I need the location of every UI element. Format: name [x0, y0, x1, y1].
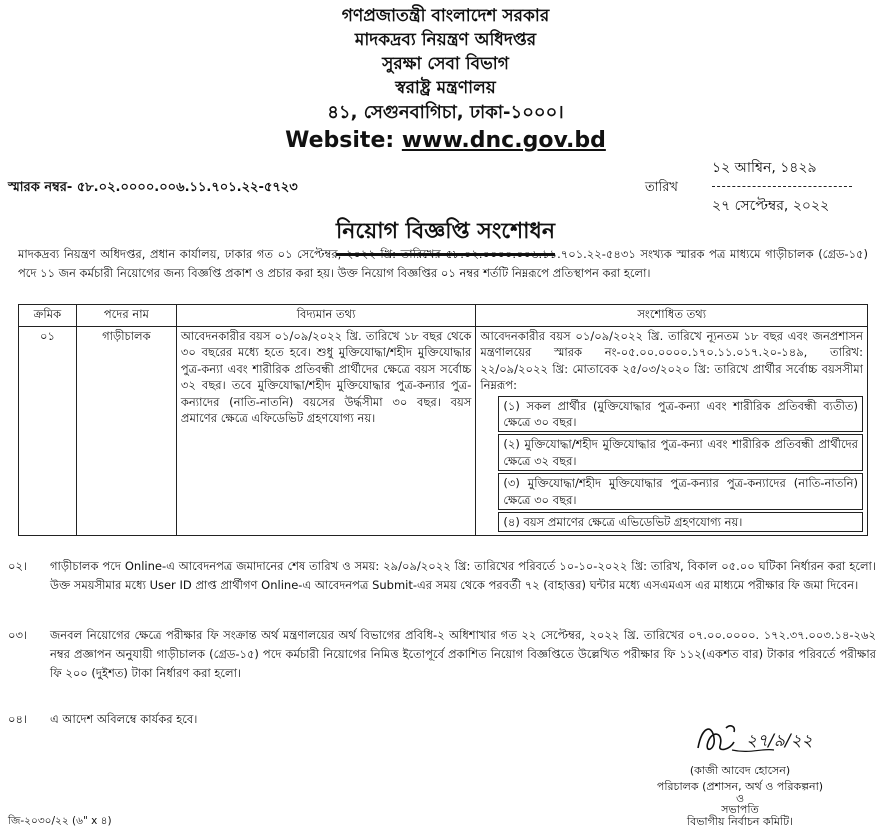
clause-number: ০২। [8, 559, 28, 573]
website-label: Website: [285, 128, 395, 153]
list-item: (১) সকল প্রার্থীর (মুক্তিযোদ্ধার পুত্র-কন্যা এবং শারীরিক প্রতিবন্ধী ব্যতীত) ক্ষেত্রে ৩০ বছর। [498, 396, 863, 433]
clause-text: জনবল নিয়োগের ক্ষেত্রে পরীক্ষার ফি সংক্রান্ত অর্থ মন্ত্রণালয়ের অর্থ বিভাগের প্রবিধি-২ অধিশাখার গত ২২ সেপ্টেম্বর, ২০২২ খ্রি. তারিখের ০৭.০০.০০০০. ১৭২.৩৭.০০৩.১৪-২৬২ নম্বর প্রজ্ঞাপন অনুযায়ী গাড়ীচালক (গ্রেড-১৫) পদে কর্মচারী নিয়োগের নিমিত্ত ইতোপূর্বে প্রকাশিত নিয়োগ বিজ্ঞপ্তিতে উল্লেখিত পরীক্ষার ফি ১১২(একশত বার) টাকার পরিবর্তে পরীক্ষার ফি ২০০ (দুইশত) টাকা নির্ধারণ করা হলো। [50, 628, 876, 680]
amendment-table [18, 304, 868, 536]
date-gregorian: ২৭ সেপ্টেম্বর, ২০২২ [712, 198, 830, 214]
clause-number: ০৪। [8, 712, 28, 726]
header-serial: ক্রমিক [19, 305, 77, 327]
clause-03 [8, 626, 888, 706]
cell-existing: আবেদনকারীর বয়স ০১/০৯/২০২২ খ্রি. তারিখে ১৮ বছর থেকে ৩০ বছরের মধ্যে হতে হবে। শুধু মুক্তিযোদ্ধা/শহীদ মুক্তিযোদ্ধার পুত্র-কন্যা এবং শারীরিক প্রতিবন্ধী প্রার্থীদের ক্ষেত্রে বয়স সর্বোচ্চ ৩২ বছর। তবে মুক্তিযোদ্ধা/শহীদ মুক্তিযোদ্ধার পুত্র-কন্যার পুত্র-কন্যাদের (নাতি-নাতনি) বয়সের উর্দ্ধসীমা ৩০ বছর। বয়স প্রমাণের ক্ষেত্রে এফিডেভিট গ্রহণযোগ্য নয়। [176, 327, 476, 536]
clause-number: ০৩। [8, 628, 28, 642]
website-link[interactable]: www.dnc.gov.bd [401, 128, 606, 153]
intro-paragraph: মাদকদ্রব্য নিয়ন্ত্রণ অধিদপ্তর, প্রধান কার্যালয়, ঢাকার গত ০১ সেপ্টেম্বর, ২০২২ খ্রি: তারিখের ৫৮.০২.০০০০.০০৬.১১.৭০১.২২-৫৪৩১ সংখ্যক স্মারক পত্র মাধ্যমে গাড়ীচালক (গ্রেড-১৫) পদে ১১ জন কর্মচারী নিয়োগের জন্য বিজ্ঞপ্তি প্রকাশ ও প্রচার করা হয়। উক্ত নিয়োগ বিজ্ঞপ্তির ০১ নম্বর শর্তটি নিম্নরূপে প্রতিস্থাপন করা হলো। [18, 247, 868, 280]
date-divider [712, 186, 852, 187]
cell-post: গাড়ীচালক [76, 327, 176, 536]
clause-text: এ আদেশ অবিলম্বে কার্যকর হবে। [50, 712, 198, 726]
signatory-name: (কাজী আবেদ হোসেন) [689, 764, 791, 777]
list-item: (৪) বয়স প্রমাণের ক্ষেত্রে এভিডেভিট গ্রহণযোগ্য নয়। [498, 512, 863, 532]
division-name: সুরক্ষা সেবা বিভাগ [382, 54, 509, 74]
office-address: ৪১, সেগুনবাগিচা, ঢাকা-১০০০। [327, 102, 564, 123]
notice-title-text: নিয়োগ বিজ্ঞপ্তি সংশোধন [336, 214, 555, 256]
list-item: (২) মুক্তিযোদ্ধা/শহীদ মুক্তিযোদ্ধার পুত্র-কন্যা এবং শারীরিক প্রতিবন্ধী প্রার্থীদের ক্ষেত্রে ৩২ বছর। [498, 434, 863, 471]
signature-date: ২৭/৯/২২ [746, 731, 813, 751]
footer-code: জি-২০৩০/২২ (৬" x ৪) [8, 815, 112, 827]
website-line [0, 130, 891, 152]
table-header-row [19, 305, 868, 327]
signatory-president: সভাপতি [721, 803, 759, 816]
header-existing: বিদ্যমান তথ্য [176, 305, 476, 327]
signatory-role: পরিচালক (প্রশাসন, অর্থ ও পরিকল্পনা) [656, 780, 824, 793]
date-label: তারিখ [645, 180, 678, 195]
revised-list [480, 396, 863, 533]
govt-name: গণপ্রজাতন্ত্রী বাংলাদেশ সরকার [341, 6, 550, 26]
cell-serial: ০১ [19, 327, 77, 536]
revised-intro: আবেদনকারীর বয়স ০১/০৯/২০২২ খ্রি. তারিখে ন্যূনতম ১৮ বছর এবং জনপ্রশাসন মন্ত্রণালয়ের স্মারক নং-০৫.০০.০০০০.১৭০.১১.০১৭.২০-১৪৯, তারিখ: ২২/০৯/২০২২ খ্রি: মোতাবেক ২৫/০৩/২০২০ খ্রি: তারিখে প্রার্থীর সর্বোচ্চ বয়সসীমা নিম্নরূপ: [480, 329, 863, 393]
signature-image [690, 720, 850, 760]
header-revised: সংশোধিত তথ্য [476, 305, 868, 327]
cell-revised [476, 327, 868, 536]
clause-text: গাড়ীচালক পদে Online-এ আবেদনপত্র জমাদানের শেষ তারিখ ও সময়: ২৯/০৯/২০২২ খ্রি: তারিখের পরিবর্তে ১০-১০-২০২২ খ্রি: তারিখ, বিকাল ০৫.০০ ঘটিকা নির্ধারন করা হলো। উক্ত সময়সীমার মধ্যে User ID প্রাপ্ত প্রার্থীগণ Online-এ আবেদনপত্র Submit-এর সময় থেকে পরবর্তী ৭২ (বাহাত্তর) ঘন্টার মধ্যে এসএমএস এর মাধ্যমে পরীক্ষার ফি জমা দিবেন। [50, 559, 876, 592]
memo-number: স্মারক নম্বর- ৫৮.০২.০০০০.০০৬.১১.৭০১.২২-৫৭২৩ [8, 180, 298, 195]
date-bengali: ১২ আশ্বিন, ১৪২৯ [712, 160, 817, 176]
ministry-name: স্বরাষ্ট্র মন্ত্রণালয় [395, 78, 496, 98]
clause-02 [8, 557, 888, 617]
signatory-conjunction: ও [735, 792, 745, 805]
table-row [19, 327, 868, 536]
department-name: মাদকদ্রব্য নিয়ন্ত্রণ অধিদপ্তর [354, 30, 537, 50]
header-post: পদের নাম [76, 305, 176, 327]
list-item: (৩) মুক্তিযোদ্ধা/শহীদ মুক্তিযোদ্ধার পুত্র-কন্যার পুত্র-কন্যাদের (নাতি-নাতনি) ক্ষেত্রে ৩০ বছর। [498, 473, 863, 510]
signatory-committee: বিভাগীয় নির্বাচন কমিটি। [686, 815, 794, 828]
